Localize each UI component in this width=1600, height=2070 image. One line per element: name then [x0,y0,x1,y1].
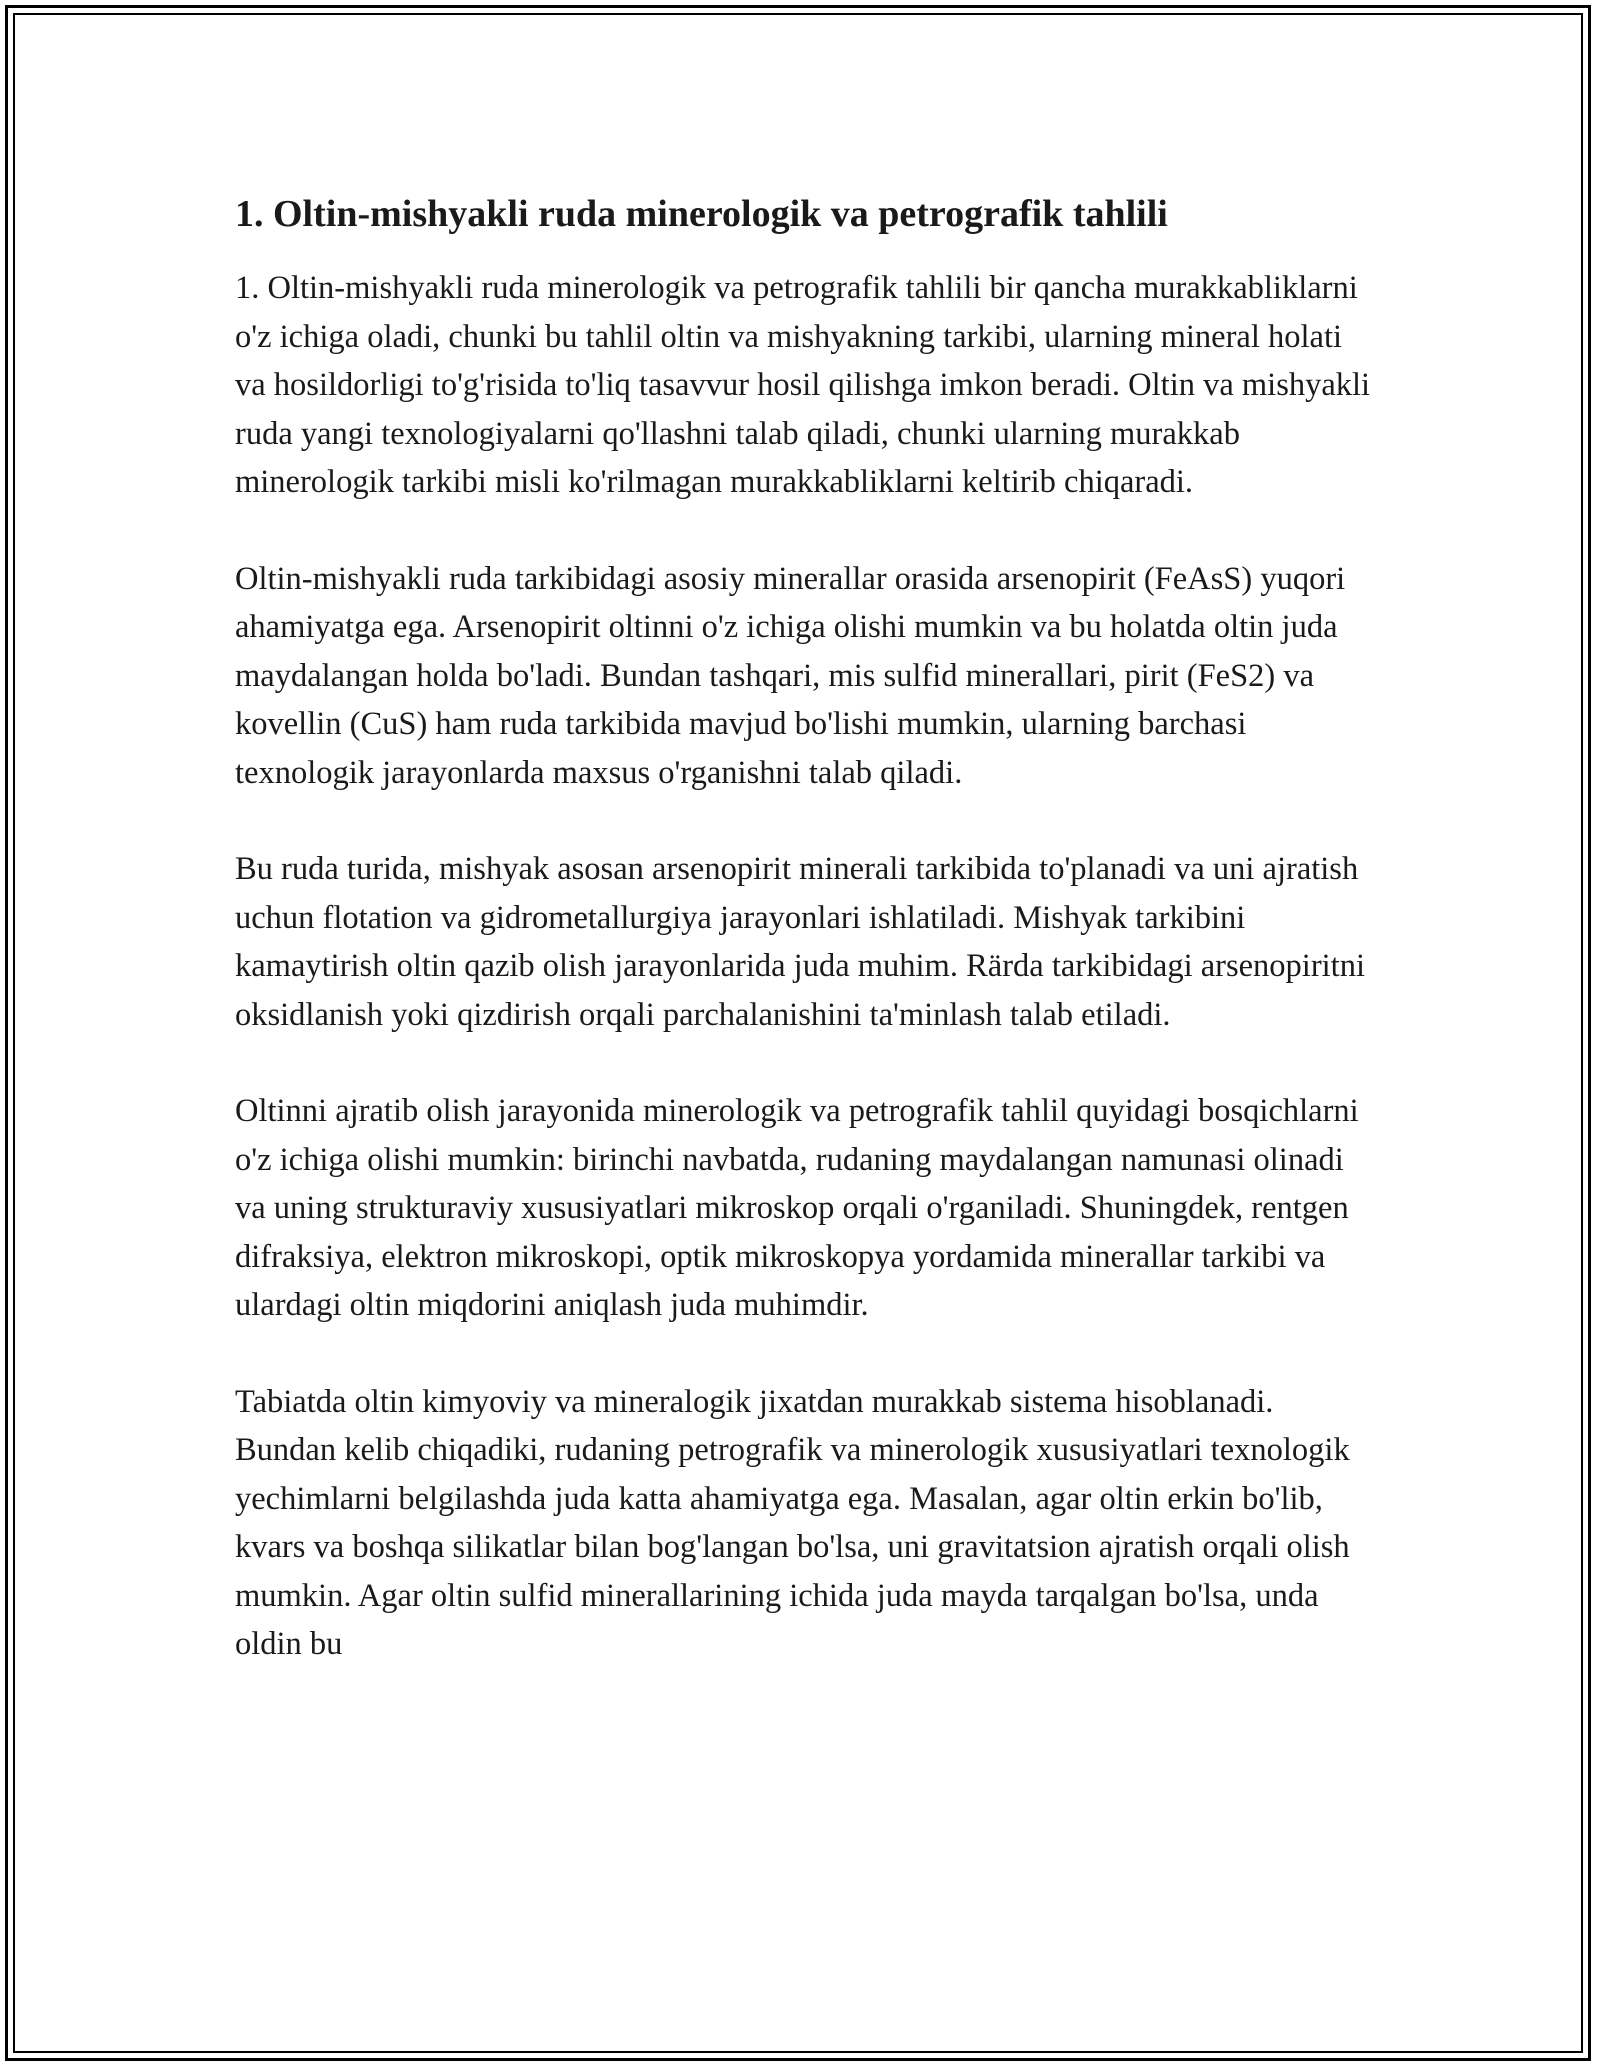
document-title: 1. Oltin-mishyakli ruda minerologik va petrografik tahlili [235,193,1168,235]
paragraph-4: Oltinni ajratib olish jarayonida minerologik va petrografik tahlil quyidagi bosqichlarni o'z ichiga olishi mumkin: birinchi navbatda, rudaning maydalangan namunasi olinadi va uning strukturaviy xususiyatlari mikroskop orqali o'rganiladi. Shuningdek, rentgen difraksiya, elektron mikroskopi, optik mikroskopya yordamida minerallar tarkibi va ulardagi oltin miqdorini aniqlash juda muhimdir. [235,1093,1359,1323]
paragraph-1: 1. Oltin-mishyakli ruda minerologik va petrografik tahlili bir qancha murakkabliklarni o'z ichiga oladi, chunki bu tahlil oltin va mishyakning tarkibi, ularning mineral holati va hosildorligi to'g'risida to'liq tasavvur hosil qilishga imkon beradi. Oltin va mishyakli ruda yangi texnologiyalarni qo'llashni talab qiladi, chunki ularning murakkab minerologik tarkibi misli ko'rilmagan murakkabliklarni keltirib chiqaradi. [235,270,1371,500]
document-body [235,188,1375,1669]
paragraph-3: Bu ruda turida, mishyak asosan arsenopirit minerali tarkibida to'planadi va uni ajratish uchun flotation va gidrometallurgiya jarayonlari ishlatiladi. Mishyak tarkibini kamaytirish oltin qazib olish jarayonlarida juda muhim. Rärda tarkibidagi arsenopiritni oksidlanish yoki qizdirish orqali parchalanishini ta'minlash talab etiladi. [235,851,1365,1033]
paragraph-5: Tabiatda oltin kimyoviy va mineralogik jixatdan murakkab sistema hisoblanadi. Bundan kelib chiqadiki, rudaning petrografik va minerologik xususiyatlari texnologik yechimlarni belgilashda juda katta ahamiyatga ega. Masalan, agar oltin erkin bo'lib, kvars va boshqa silikatlar bilan bog'langan bo'lsa, uni gravitatsion ajratish orqali olish mumkin. Agar oltin sulfid minerallarining ichida juda mayda tarqalgan bo'lsa, unda oldin bu [235,1383,1350,1662]
paragraph-2: Oltin-mishyakli ruda tarkibidagi asosiy minerallar orasida arsenopirit (FeAsS) yuqori ahamiyatga ega. Arsenopirit oltinni o'z ichiga olishi mumkin va bu holatda oltin juda maydalangan holda bo'ladi. Bundan tashqari, mis sulfid minerallari, pirit (FeS2) va kovellin (CuS) ham ruda tarkibida mavjud bo'lishi mumkin, ularning barchasi texnologik jarayonlarda maxsus o'rganishni talab qiladi. [235,560,1346,791]
